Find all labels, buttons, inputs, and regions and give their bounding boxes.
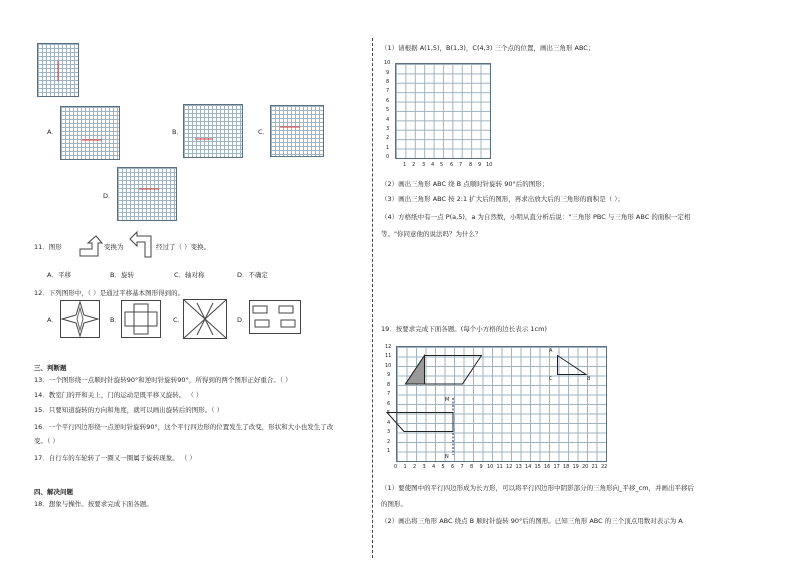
- q11-option-c: C．轴对称: [174, 271, 205, 279]
- q12-figure-a: [60, 300, 100, 338]
- original-figure-marks: [37, 43, 77, 95]
- p2-text: （2）画出三角形 ABC 绕 B 点顺时针旋转 90°后的图形；: [381, 180, 549, 188]
- judge-15: 15．只要知道旋转的方向和角度，就可以画出旋转后的图形。（ ）: [34, 406, 224, 414]
- coordinate-grid-1: [395, 63, 491, 159]
- grid2-x-label: 20: [582, 464, 589, 470]
- grid2-x-label: 9: [479, 464, 483, 470]
- option-c-label: C．: [258, 128, 270, 136]
- option-b-marks: [183, 104, 241, 156]
- grid2-x-label: 5: [441, 464, 445, 470]
- grid2-x-label: 19: [572, 464, 579, 470]
- grid2-x-label: 11: [496, 464, 503, 470]
- q11-tail-text: 经过了（ ）变换。: [156, 243, 211, 251]
- grid2-x-label: 21: [591, 464, 598, 470]
- q11-option-b: B．旋转: [110, 271, 134, 279]
- grid2-shapes: [396, 346, 605, 460]
- p4-text: （4）方格纸中有一点 P(a,5)，a 为自然数，小明从直分析后说："三角形 PBC 与三角形 ABC 的面积一定相: [381, 213, 691, 221]
- grid2-x-label: 15: [534, 464, 541, 470]
- q12-figure-b: [121, 300, 161, 338]
- grid2-x-label: 8: [470, 464, 474, 470]
- judge-17: 17．自行车的车轮转了一圈又一圈属于旋转现象。 （ ）: [34, 454, 196, 462]
- q11-text: 11．图形: [34, 243, 62, 251]
- trapezoid-shape: [387, 413, 453, 432]
- q11-option-a: A．平移: [47, 271, 71, 279]
- option-a-label: A．: [47, 128, 58, 136]
- grid2-x-label: 6: [451, 464, 455, 470]
- grid2-x-label: 17: [553, 464, 560, 470]
- q12-option-c: C．: [173, 316, 185, 324]
- label-m: M: [445, 397, 450, 403]
- grid2-x-label: 12: [506, 464, 513, 470]
- arrow-up-shape-icon: [129, 231, 153, 259]
- judge-16: 16．一个平行四边形绕一点逆时针旋转90°，这个平行四边形的位置发生了改变，形状和大小也发生了改: [34, 423, 334, 431]
- q19-text: 19．按要求完成下面各题。(每个小方格的边长表示 1cm): [381, 325, 547, 333]
- q12-option-a: A．: [47, 316, 58, 324]
- q11-option-d: D．不确定: [237, 271, 269, 279]
- judge-14: 14．教室门的开和关上，门的运动是既平移又旋转。 （ ）: [34, 391, 203, 399]
- label-n: N: [445, 454, 449, 460]
- section-solve-heading: 四、解决问题: [34, 488, 73, 496]
- option-d-label: D．: [103, 192, 115, 200]
- option-b-label: B．: [172, 128, 183, 136]
- grid2-x-label: 7: [460, 464, 464, 470]
- q12-figure-d: [249, 300, 301, 334]
- p3-text: （3）画出三角形 ABC 按 2:1 扩大后的图形，再求出放大后的三角形的面积是（ ）；: [381, 195, 625, 203]
- grid2-x-label: 10: [487, 464, 494, 470]
- arrow-right-shape-icon: [79, 234, 103, 258]
- q12-figure-c: [183, 299, 227, 339]
- judge-13: 13．一个图形绕一点顺时针旋转90°和逆时针旋转90°，所得到的两个图形正好重合。（ ）: [34, 376, 292, 384]
- q12-option-d: D．: [237, 316, 249, 324]
- grid2-x-label: 2: [413, 464, 417, 470]
- grid2-x-label: 0: [394, 464, 398, 470]
- p19-1-text-cont: 的图形。: [381, 500, 407, 508]
- label-b: B: [587, 376, 591, 382]
- p1-text: （1）请根据 A(1,5)，B(1,3)，C(4,3) 三个点的位置，画出三角形 ABC；: [381, 44, 595, 52]
- label-c: C: [549, 376, 553, 382]
- option-a-marks: [60, 106, 118, 158]
- p19-2-text: （2）画出将三角形 ABC 绕点 B 顺时针旋转 90°后的图形。已知三角形 ABC 的三个顶点用数对表示为 A: [381, 517, 683, 525]
- grid2-x-label: 14: [525, 464, 532, 470]
- option-d-marks: [117, 167, 175, 219]
- triangle-abc: [558, 356, 587, 375]
- column-divider: [372, 38, 373, 558]
- label-a: A: [549, 348, 553, 354]
- grid2-x-label: 18: [563, 464, 570, 470]
- q18-text: 18．想象与操作。按要求完成下面各题。: [34, 500, 153, 508]
- grid2-x-label: 16: [544, 464, 551, 470]
- q12-text: 12．下列图形中，（ ）是通过平移基本图形得到的。: [34, 289, 185, 297]
- grid2-x-label: 3: [422, 464, 426, 470]
- judge-16-cont: 变。（ ）: [34, 437, 59, 445]
- shaded-triangle: [406, 356, 425, 385]
- grid2-x-label: 13: [515, 464, 522, 470]
- q12-option-b: B．: [110, 316, 121, 324]
- p19-1-text: （1）要使图中的平行四边形成为长方形，可以将平行四边形中阴影部分的三角形向_平移_cm，并画出平移后: [381, 484, 695, 492]
- grid2-x-label: 1: [403, 464, 407, 470]
- option-c-marks: [270, 105, 322, 155]
- p4-text-cont: 等。"你同意他的说法吗？为什么？: [381, 230, 482, 238]
- q11-mid-text: 变换为: [104, 243, 124, 251]
- section-judge-heading: 三、判断题: [34, 364, 67, 372]
- grid2-x-label: 4: [432, 464, 436, 470]
- grid2-x-label: 22: [601, 464, 608, 470]
